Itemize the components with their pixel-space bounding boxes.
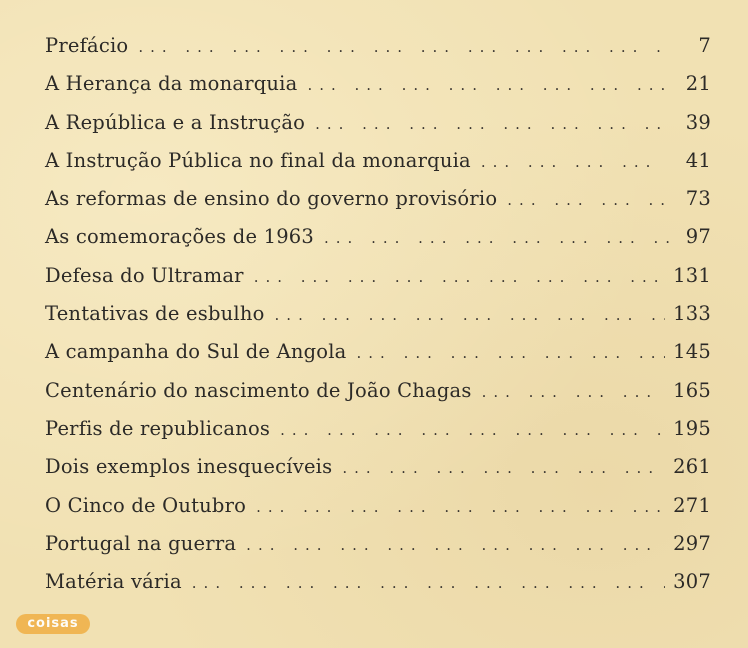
toc-entry-title: Perfis de republicanos [45, 416, 271, 440]
toc-entry [45, 570, 711, 608]
toc-entry-title: Matéria vária [45, 570, 182, 594]
toc-entry-page: 39 [685, 110, 711, 134]
toc-entry [45, 417, 711, 455]
toc-dot-leader [254, 268, 665, 286]
toc-entry [45, 34, 711, 72]
toc-dot-leader [324, 229, 669, 247]
toc-entry-page: 73 [685, 187, 711, 211]
toc-dot-leader [307, 76, 669, 94]
toc-dot-leader [482, 383, 666, 401]
toc-entry-page: 97 [685, 225, 711, 249]
toc-entry-title: Centenário do nascimento de João Chagas [45, 378, 472, 402]
toc-entry [45, 340, 711, 378]
toc-entry [45, 455, 711, 493]
toc-entry-title: Defesa do Ultramar [45, 263, 244, 287]
toc-entry [45, 149, 711, 187]
toc-dot-leader [246, 536, 665, 554]
watermark-logo: coisas [16, 614, 90, 634]
toc-entry-page: 307 [673, 570, 711, 594]
toc-entry-page: 131 [673, 263, 711, 287]
toc-entry [45, 225, 711, 263]
toc-dot-leader [357, 344, 666, 362]
toc-dot-leader [342, 459, 665, 477]
toc-dot-leader [315, 115, 669, 133]
toc-entry-page: 261 [673, 455, 711, 479]
toc-entry [45, 532, 711, 570]
toc-entry-title: A Herança da monarquia [45, 72, 298, 96]
toc-entry-page: 165 [673, 378, 711, 402]
toc-entry [45, 72, 711, 110]
toc-entry [45, 111, 711, 149]
toc-entry-page: 7 [698, 34, 711, 57]
table-of-contents [45, 34, 711, 608]
toc-entry-page: 41 [685, 148, 711, 172]
toc-dot-leader [256, 498, 665, 516]
toc-dot-leader [138, 38, 669, 56]
toc-entry-page: 195 [673, 416, 711, 440]
toc-entry-page: 271 [673, 493, 711, 517]
toc-entry-page: 145 [673, 340, 711, 364]
toc-entry-title: A campanha do Sul de Angola [45, 340, 347, 364]
toc-entry-page: 133 [673, 302, 711, 326]
toc-entry-title: A República e a Instrução [45, 110, 306, 134]
toc-entry-title: As reformas de ensino do governo provisório [45, 187, 498, 211]
toc-entry [45, 379, 711, 417]
toc-entry-title: Dois exemplos inesquecíveis [45, 455, 333, 479]
toc-entry-page: 297 [673, 531, 711, 555]
toc-entry-title: A Instrução Pública no final da monarquia [45, 148, 471, 172]
toc-entry-title: O Cinco de Outubro [45, 493, 247, 517]
toc-entry-page: 21 [685, 72, 711, 96]
toc-dot-leader [280, 421, 665, 439]
toc-dot-leader [275, 306, 666, 324]
toc-entry [45, 494, 711, 532]
toc-entry [45, 264, 711, 302]
toc-entry-title: Prefácio [45, 34, 129, 57]
toc-dot-leader [192, 574, 665, 592]
toc-entry [45, 302, 711, 340]
toc-dot-leader [481, 153, 669, 171]
toc-entry [45, 187, 711, 225]
toc-entry-title: Tentativas de esbulho [45, 302, 265, 326]
toc-dot-leader [507, 191, 669, 209]
toc-entry-title: As comemorações de 1963 [45, 225, 315, 249]
toc-entry-title: Portugal na guerra [45, 531, 237, 555]
